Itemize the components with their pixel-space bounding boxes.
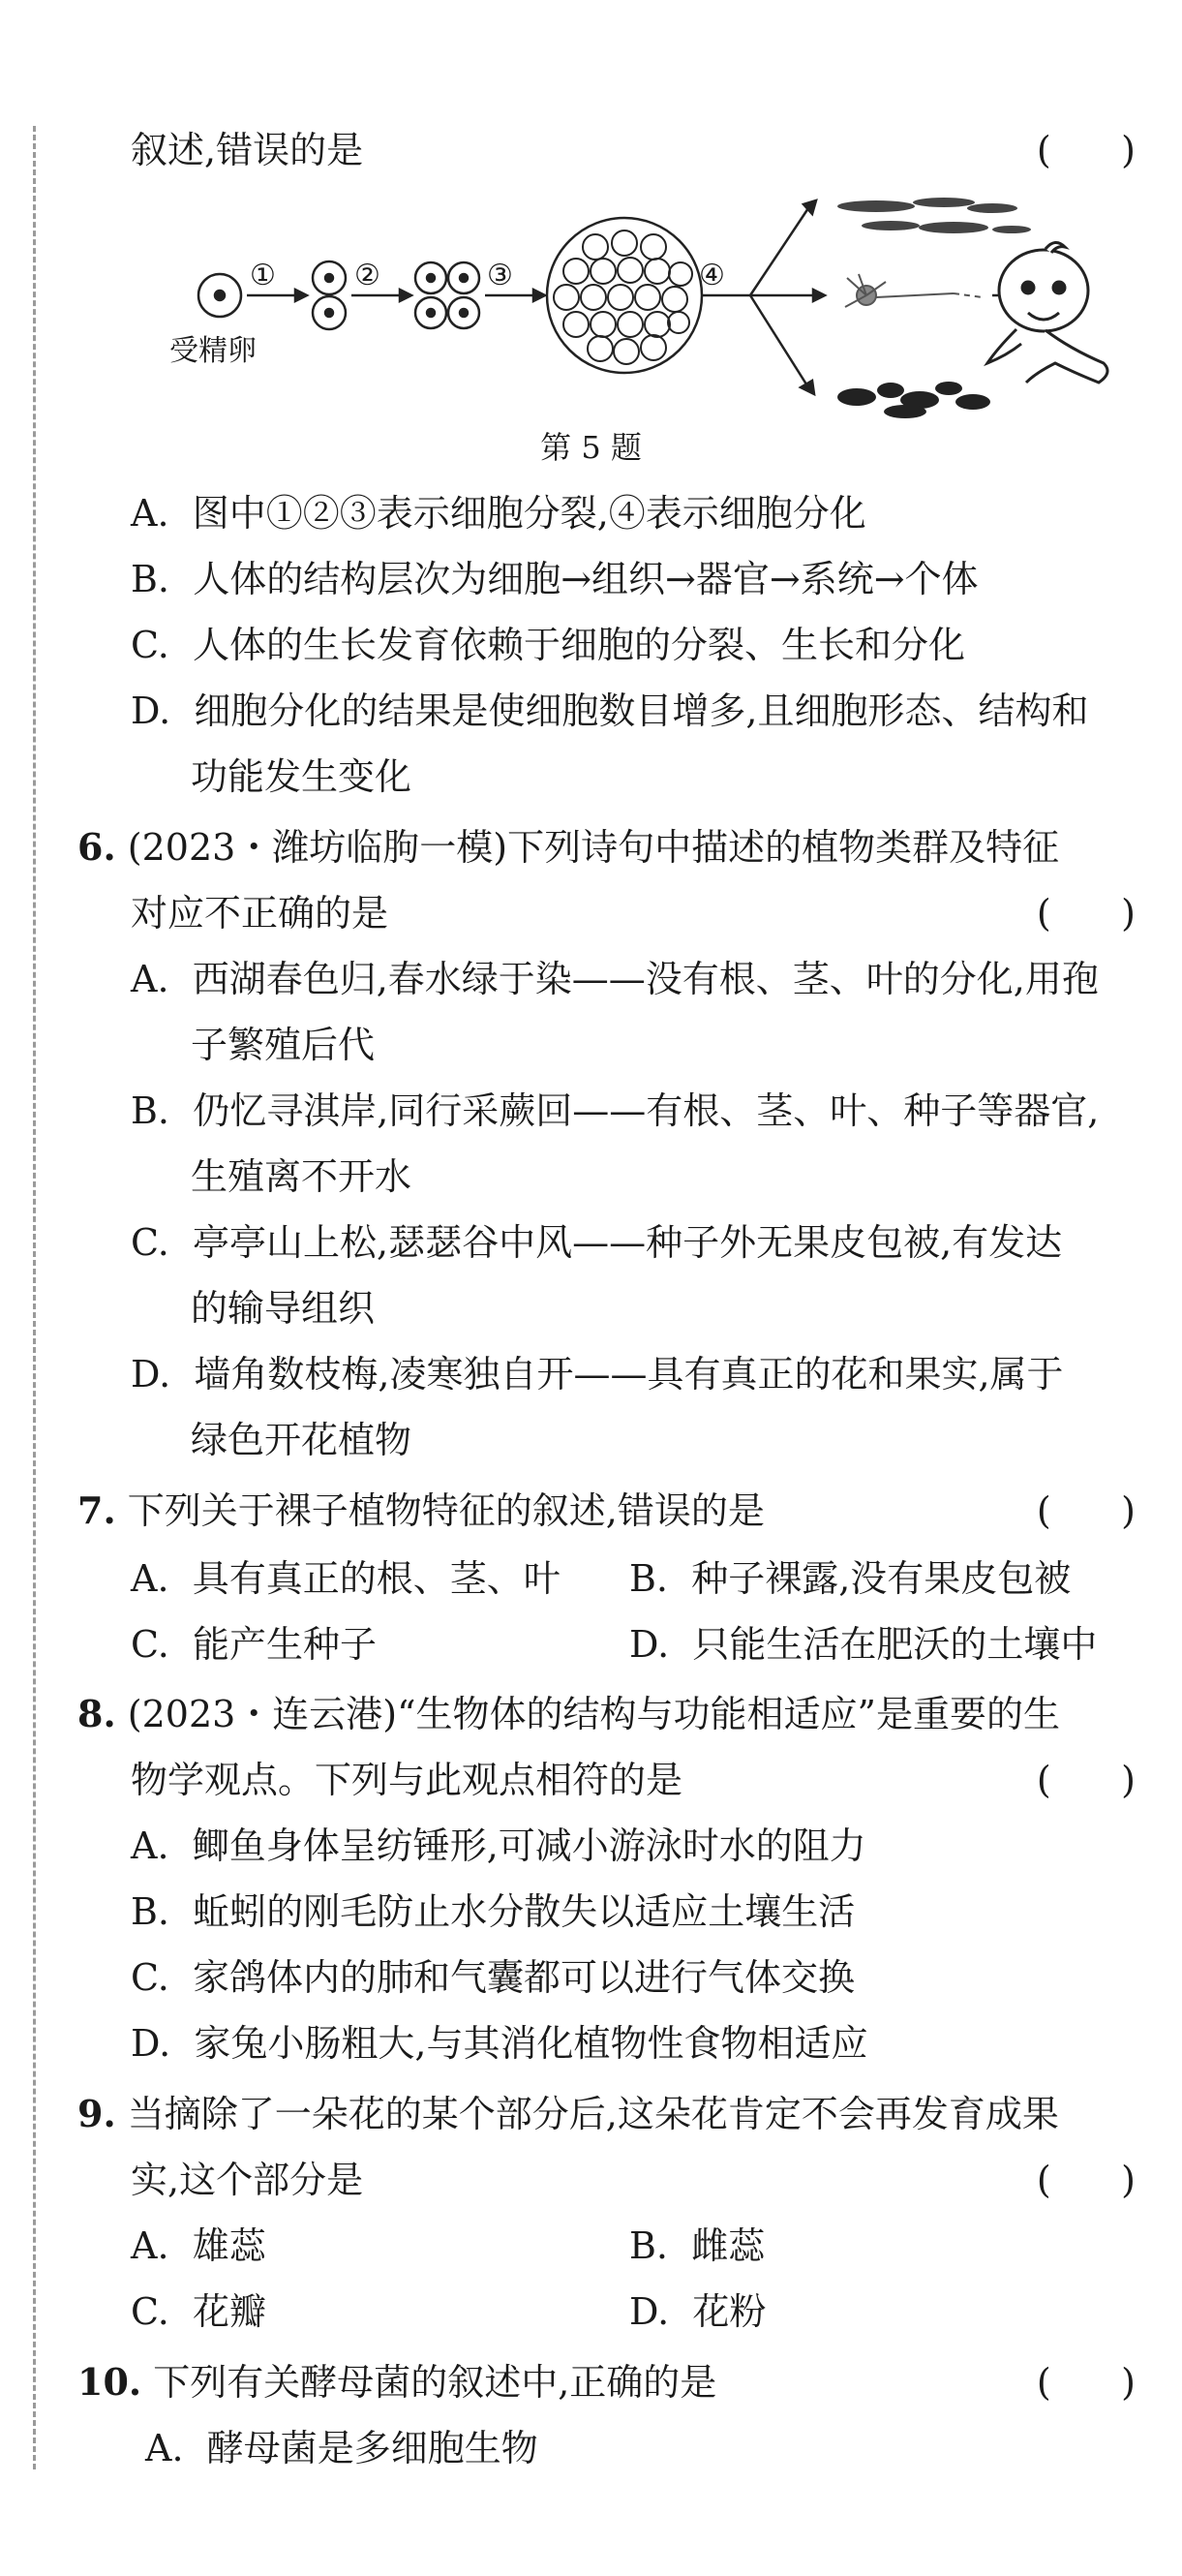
step-mark-4: ④ (699, 259, 725, 292)
q8-option-a[interactable]: A. 鲫鱼身体呈纺锤形,可减小游泳时水的阻力 (131, 1825, 866, 1867)
q8-stem-line-2: 物学观点。下列与此观点相符的是 (131, 1759, 683, 1801)
baby-figure (978, 237, 1123, 402)
q6-option-d-cont: 绿色开花植物 (191, 1419, 412, 1461)
q5-option-d-cont: 功能发生变化 (191, 755, 412, 798)
cell-division-figure (169, 189, 1041, 421)
q7-answer-paren[interactable]: ( ) (1036, 1489, 1136, 1532)
q8-stem-line-1: 8. (2023・连云港)“生物体的结构与功能相适应”是重要的生 (77, 1692, 1060, 1735)
q7-option-a[interactable]: A. 具有真正的根、茎、叶 (131, 1557, 561, 1600)
step-mark-3: ③ (487, 259, 513, 292)
q5-option-a[interactable]: A. 图中①②③表示细胞分裂,④表示细胞分化 (131, 492, 866, 535)
q6-number: 6. (77, 825, 116, 869)
q9-stem-line-1: 9. 当摘除了一朵花的某个部分后,这朵花肯定不会再发育成果 (77, 2092, 1059, 2135)
q9-option-b[interactable]: B. 雌蕊 (629, 2224, 766, 2267)
q10-stem: 10. 下列有关酵母菌的叙述中,正确的是 (77, 2360, 717, 2404)
q6-option-b[interactable]: B. 仍忆寻淇岸,同行采蕨回——有根、茎、叶、种子等器官, (131, 1089, 1100, 1132)
q5-stem-tail: 叙述,错误的是 (131, 129, 364, 171)
step-mark-1: ① (250, 259, 276, 292)
q8-number: 8. (77, 1692, 116, 1735)
q6-option-a[interactable]: A. 西湖春色归,春水绿于染——没有根、茎、叶的分化,用孢 (131, 958, 1099, 1000)
zygote-label: 受精卵 (169, 334, 257, 368)
q9-option-c[interactable]: C. 花瓣 (131, 2290, 266, 2333)
q9-number: 9. (77, 2092, 116, 2135)
q6-stem-line-1: 6. (2023・潍坊临朐一模)下列诗句中描述的植物类群及特征 (77, 825, 1060, 869)
binding-dashed-line (33, 126, 36, 2469)
q6-option-c-cont: 的输导组织 (191, 1287, 376, 1330)
q7-option-d[interactable]: D. 只能生活在肥沃的土壤中 (629, 1623, 1098, 1666)
q9-stem-line-2: 实,这个部分是 (131, 2159, 364, 2201)
q10-number: 10. (77, 2360, 142, 2404)
q8-option-b[interactable]: B. 蚯蚓的刚毛防止水分散失以适应土壤生活 (131, 1890, 856, 1933)
q5-option-d[interactable]: D. 细胞分化的结果是使细胞数目增多,且细胞形态、结构和 (131, 690, 1089, 732)
q9-option-d[interactable]: D. 花粉 (629, 2290, 767, 2333)
step-mark-2: ② (354, 259, 380, 292)
q10-option-a[interactable]: A. 酵母菌是多细胞生物 (145, 2427, 538, 2469)
q5-option-c[interactable]: C. 人体的生长发育依赖于细胞的分裂、生长和分化 (131, 624, 965, 666)
q5-answer-paren[interactable]: ( ) (1036, 129, 1136, 171)
q6-option-a-cont: 子繁殖后代 (191, 1024, 376, 1066)
q7-option-c[interactable]: C. 能产生种子 (131, 1623, 377, 1666)
q5-option-b[interactable]: B. 人体的结构层次为细胞→组织→器官→系统→个体 (131, 558, 979, 600)
q6-option-c[interactable]: C. 亭亭山上松,瑟瑟谷中风——种子外无果皮包被,有发达 (131, 1221, 1063, 1264)
q7-option-b[interactable]: B. 种子裸露,没有果皮包被 (629, 1557, 1072, 1600)
q6-answer-paren[interactable]: ( ) (1036, 892, 1136, 935)
q7-number: 7. (77, 1488, 116, 1532)
q9-option-a[interactable]: A. 雄蕊 (131, 2224, 266, 2267)
figure-caption: 第 5 题 (540, 429, 642, 466)
q8-option-d[interactable]: D. 家兔小肠粗大,与其消化植物性食物相适应 (131, 2022, 868, 2065)
q7-stem: 7. 下列关于裸子植物特征的叙述,错误的是 (77, 1488, 765, 1532)
q6-stem-line-2: 对应不正确的是 (131, 892, 389, 935)
q8-answer-paren[interactable]: ( ) (1036, 1759, 1136, 1801)
q6-option-b-cont: 生殖离不开水 (191, 1155, 412, 1198)
q8-option-c[interactable]: C. 家鸽体内的肺和气囊都可以进行气体交换 (131, 1956, 855, 1999)
q9-answer-paren[interactable]: ( ) (1036, 2159, 1136, 2201)
q10-answer-paren[interactable]: ( ) (1036, 2361, 1136, 2404)
q6-option-d[interactable]: D. 墙角数枝梅,凌寒独自开——具有真正的花和果实,属于 (131, 1353, 1064, 1395)
